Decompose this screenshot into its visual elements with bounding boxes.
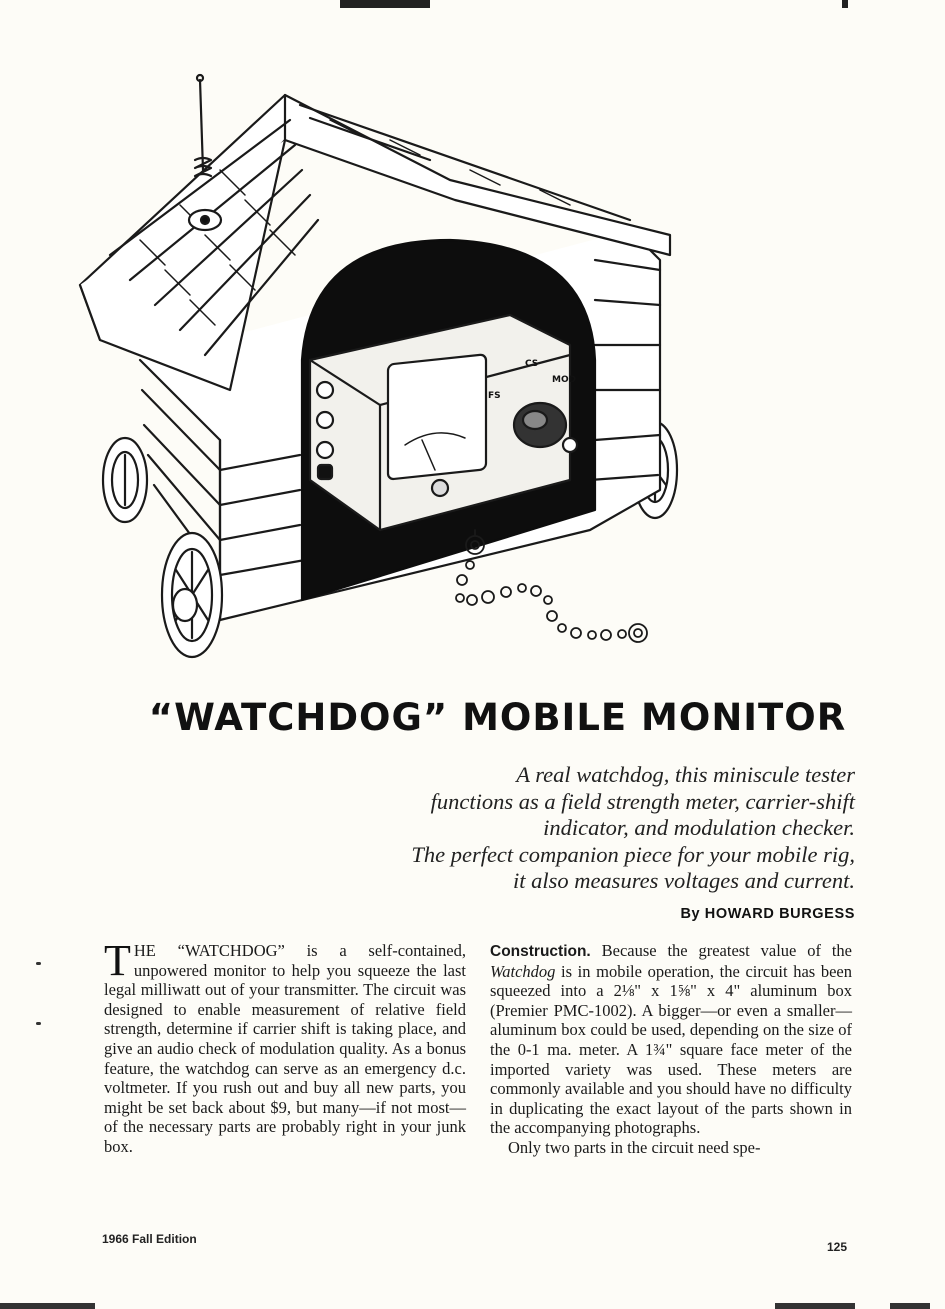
deck-line: functions as a field strength meter, carrier-shift (430, 788, 855, 814)
rear-left-wheel (103, 438, 147, 522)
body-column-left (104, 936, 466, 1157)
construction-paragraph: Construction. Because the greatest value of the Watchdog is in mobile operation, the circuit has been squeezed into a 2⅛" x 1⅝" x 4" aluminum box (Premier PMC-1002). A bigger—or even a smaller—aluminum box could be used, depending on the size of the 0-1 ma. meter. A 1¾" square face meter of the imported variety was used. These meters are commonly available and you should have no difficulty in duplicating the exact layout of the parts shown in the accompanying photographs. (490, 941, 852, 1138)
scan-mark (36, 1022, 41, 1025)
panel-label-cs: CS (525, 359, 539, 369)
body-column-right (490, 941, 852, 1158)
byline: By HOWARD BURGESS (680, 906, 855, 922)
doghouse-illustration (70, 60, 770, 670)
article-title: “WATCHDOG” MOBILE MONITOR (148, 696, 847, 739)
scan-artifact (340, 0, 430, 8)
front-wheel (162, 533, 222, 657)
deck-line: A real watchdog, this miniscule tester (516, 762, 855, 787)
section-runin-heading: Construction. (490, 943, 591, 960)
deck-line: indicator, and modulation checker. (543, 815, 855, 840)
chain (456, 530, 647, 642)
drop-cap: T (104, 936, 131, 985)
deck-line: it also measures voltages and current. (512, 868, 855, 893)
scan-artifact (775, 1303, 855, 1309)
intro-paragraph: THE “WATCHDOG” is a self-contained, unpowered monitor to help you squeeze the last legal milliwatt out of your transmitter. The circuit was designed to enable measurement of relative field strength, determine if carrier shift is taking place, and give an audio check of modulation quality. As a bonus feature, the watchdog can serve as an emergency d.c. voltmeter. If you rush out and buy all new parts, you might be set back about $9, but many—if not most—of the necessary parts are probably right in your junk box. (104, 936, 466, 1156)
continued-paragraph: Only two parts in the circuit need spe- (508, 1137, 761, 1157)
panel-label-fs: FS (488, 391, 501, 401)
edition-footer: 1966 Fall Edition (102, 1232, 197, 1246)
article-deck (411, 762, 855, 895)
scan-artifact (0, 1303, 95, 1309)
scan-artifact (842, 0, 848, 8)
deck-line: The perfect companion piece for your mobile rig, (411, 841, 855, 867)
page-number: 125 (826, 1240, 847, 1254)
scan-artifact (890, 1303, 930, 1309)
scan-mark (36, 962, 41, 965)
panel-label-mod: MOD (552, 375, 577, 385)
